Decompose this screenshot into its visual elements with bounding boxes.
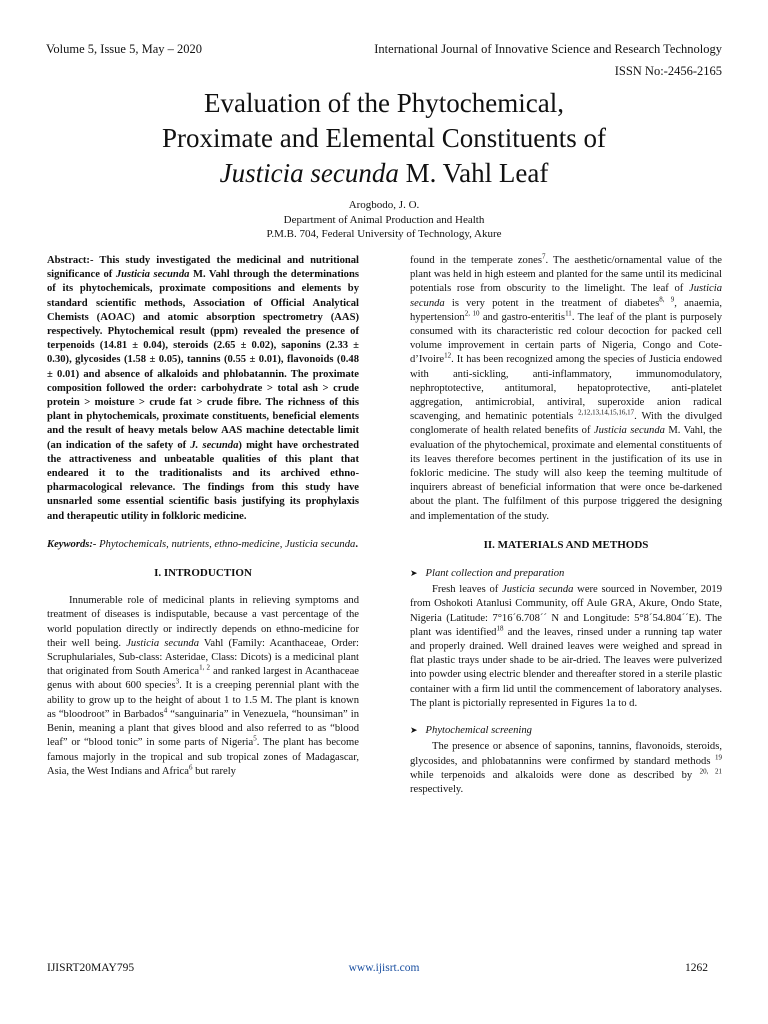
header-issn: ISSN No:-2456-2165 [614,64,722,78]
title-species: Justicia secunda [219,158,399,188]
citation: 2, 10 [464,309,480,318]
plant-collection-paragraph [410,583,722,711]
abstract-text: M. Vahl through the determinations of its phytochemicals, proximate compositions and elements by standard scientific methods, Association of Official Analytical Chemists (AOAC) and atomic absorption spectrometry (AAS) respectively. Phytochemical result (ppm) revealed the presence of terpenoids (14.81 ± 0.04), steroids (2.65 ± 0.02), saponins (2.33 ± 0.30), glycosides (1.58 ± 0.05), tannins (0.55 ± 0.01), flavonoids (0.48 ± 0.01) and absence of alkaloids and phlobatannin. The proximate composition followed the order: carbohydrate > total ash > crude protein > moisture > crude fat > crude fibre. The richness of this plant in phytochemicals, proximate constituents, beneficial elements and the result of heavy metals below AAS machine detectable limit (an indication of the safety of [47,269,359,451]
title-line-2: Proximate and Elemental Constituents of [162,123,606,153]
keywords-end: . [355,538,358,550]
intro-text: . The plant has become famous majorly in the tropical and sub tropical zones of Madagascar, Asia, the West Indians and Africa [47,737,359,777]
intro-text: found in the temperate zones [410,255,542,266]
citation: 18 [496,624,504,633]
section-heading-introduction: I. INTRODUCTION [154,567,252,580]
citation: 11 [565,309,572,318]
author-department: Department of Animal Production and Health [283,214,485,226]
arrow-bullet-icon: ➤ [410,725,418,736]
arrow-bullet-icon: ➤ [410,568,418,579]
citation: 2,12,13,14,15,16,17 [578,408,635,417]
citation: 6 [188,763,193,772]
intro-species: Justicia secunda [593,425,665,437]
abstract [47,254,359,524]
intro-text: . The leaf of the plant is purposely consumed with its characteristic red colour decoction for packed cell volume improvement in certain parts of Nigeria, Congo and Cote-d’Ivoire [410,311,723,366]
citation: 20, 21 [699,767,722,776]
left-column [47,254,359,779]
methods-species: Justicia secunda [502,584,574,596]
methods-text: The presence or absence of saponins, tannins, flavonoids, steroids, glycosides, and phlobatannins were confirmed by standard methods [410,741,722,767]
author-name: Arogbodo, J. O. [348,199,420,211]
keywords [47,538,359,552]
citation: 3 [175,677,180,686]
author-address: P.M.B. 704, Federal University of Technology, Akure [266,228,502,240]
abstract-text: ) might have orchestrated the attractiveness and unbeatable qualities of this plant that endeared it to the traditionalists and its archived ethno-pharmacological relevance. The findings from this study have unsnarled some essential scientific basis justifying its prophylaxis and therapeutic utility in folkloric medicine. [47,439,359,522]
section-heading-materials-methods: II. MATERIALS AND METHODS [483,538,649,551]
introduction-continued [410,254,722,524]
intro-text: . It has been recognized among the species of Justicia endowed with anti-sickling, anti-inflammatory, immunomodulatory, nephroptotective, antitumoral, hepatoprotective, anti-platelet aggregation, antimicrobial, antiviral, superoxide anion radical scavenging, and hematinic potentials [410,354,722,423]
intro-species: Justicia secunda [410,283,722,309]
header-journal: International Journal of Innovative Science and Research Technology [374,42,722,56]
subsection-plant-collection [410,566,722,581]
intro-text: , anaemia, hypertension [410,297,723,323]
methods-text: and the leaves, rinsed under a running tap water and properly drained. Well drained leaves were weighed and spread in flat plastic trays under shade to be air-dried. The leaves were pulverized into powder using electric blender and thereafter stored in a sterile plastic container with a firm lid until the commencement of laboratory analyses. The plant is pictorially represented in Figures 1a to d. [410,626,722,709]
header-volume: Volume 5, Issue 5, May – 2020 [46,42,203,56]
footer-page-number: 1262 [685,962,708,974]
intro-text: is very potent in the treatment of diabetes [444,297,660,309]
methods-text: Fresh leaves of [432,584,503,596]
citation: 7 [541,252,546,261]
citation: 1, 2 [199,663,210,672]
intro-text: and ranked largest in Acanthaceae genus with about 600 species [47,666,359,692]
phytochemical-paragraph [410,740,722,797]
intro-text: . It is a creeping perennial plant with the ability to grow up to the height of about 1 to 1.5 M. The plant is known as “bloodroot” in Barbados [47,680,359,720]
right-column [410,254,722,797]
subsection-title: Plant collection and preparation [425,568,565,580]
citation: 12 [444,351,452,360]
methods-text: respectively. [410,783,464,795]
intro-text: but rarely [192,765,236,777]
citation: 8, 9 [659,295,675,304]
intro-text: Innumerable role of medicinal plants in relieving symptoms and treatment of diseases is indisputable, because a vast percentage of the world population directly or indirectly depends on ethno-medicine for their well being. [47,595,359,649]
abstract-text: Abstract:- This study investigated the medicinal and nutritional significance of [47,255,359,281]
citation: 5 [253,734,257,743]
abstract-species: J. secunda [190,439,239,451]
intro-text: M. Vahl, the evaluation of the phytochemical, proximate and elemental constituents of its leaves therefore becomes pertinent in the justification of its use in fokloric medicine. The study will also keep the teeming multitude of inquirers abreast of beneficial information that were once be-darkened about the plant. The fulfilment of this purpose triggered the designing and implementation of the study. [410,425,722,522]
title-line-3 [0,156,768,191]
footer-website-link[interactable]: www.ijisrt.com [348,962,420,974]
title-line-1: Evaluation of the Phytochemical, [204,88,564,118]
title-line-3-rest: M. Vahl Leaf [398,158,549,188]
methods-text: were sourced in November, 2019 from Oshokoti Atanlusi Community, off Aule GRA, Akure, Ondo State, Nigeria (Latitude: 7°16´6.708´´ N and Longitude: 5°8´54.804´´E). The plant was identified [410,584,722,638]
intro-species: Justicia secunda [126,637,199,649]
subsection-phytochemical-screening [410,723,722,738]
citation: 19 [715,752,722,761]
intro-text: and gastro-enteritis [479,311,566,323]
citation: 4 [163,706,168,715]
keywords-label: Keywords:- [47,538,97,550]
intro-text: “sanguinaria” in Venezuela, “hounsiman” in Benin, meaning a plant that gives blood and also referred to as “blood leaf” or “blood tonic” in some parts of Nigeria [47,708,359,749]
intro-text: . The aesthetic/ornamental value of the plant was held in high esteem and planted for the same until its medicinal potentials rose from obscurity to the limelight. The leaf of [410,255,722,295]
intro-text: . With the divulged conglomerate of health related benefits of [410,411,722,437]
footer-article-id: IJISRT20MAY795 [47,962,135,974]
keywords-text: Phytochemicals, nutrients, ethno-medicine, Justicia secunda [96,538,356,550]
introduction-paragraph [47,594,359,779]
subsection-title: Phytochemical screening [425,725,532,737]
abstract-species: Justicia secunda [115,269,190,281]
methods-text: while terpenoids and alkaloids were done as described by [410,769,700,781]
intro-text: Vahl (Family: Acanthaceae, Order: Scruphulariales, Sub-class: Asteridae, Class: Dicots) is a medicinal plant that originated from South America [47,637,359,678]
